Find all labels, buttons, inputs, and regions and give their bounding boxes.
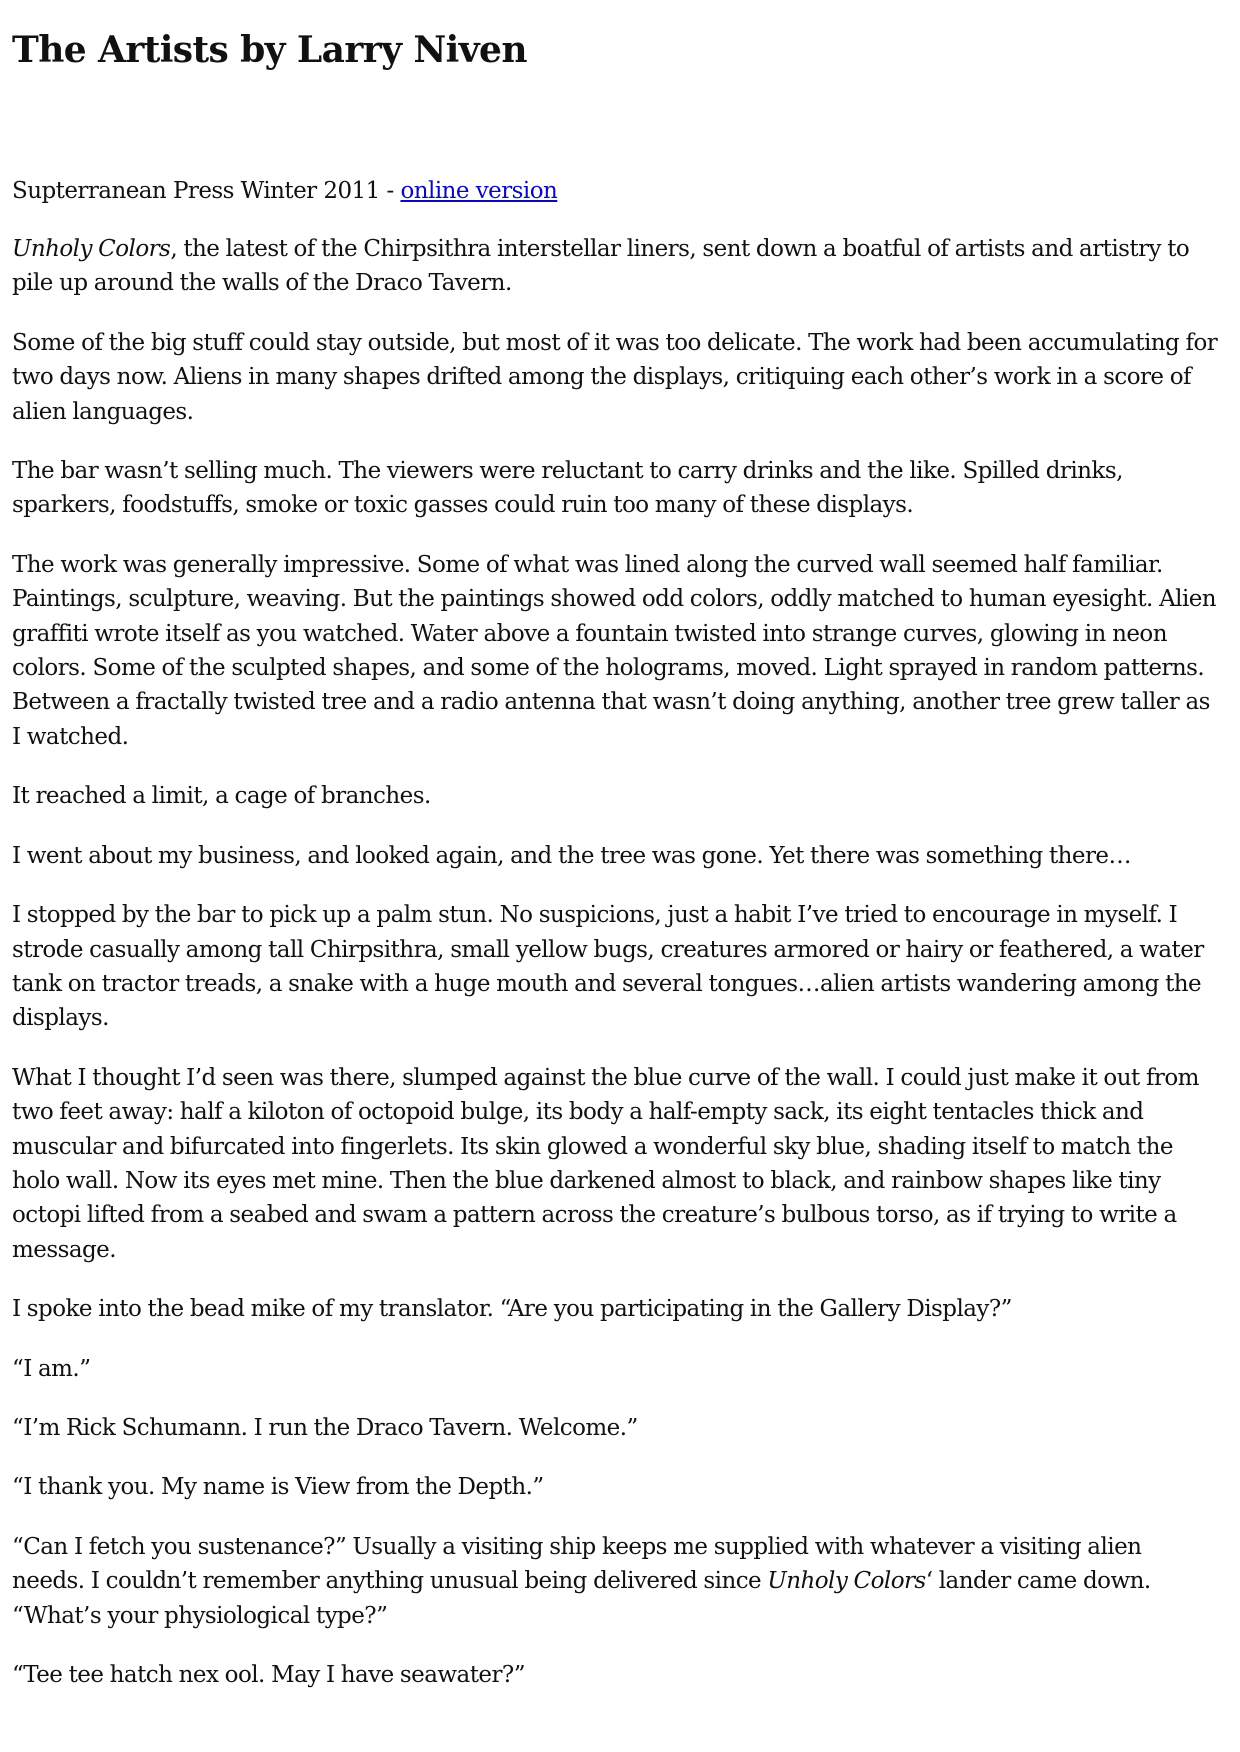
ship-name-italic: Unholy Colors xyxy=(767,1568,926,1595)
paragraph-dialogue: “I’m Rick Schumann. I run the Draco Tavern. Welcome.” xyxy=(12,1414,638,1441)
source-line xyxy=(12,174,1220,208)
paragraph: I went about my business, and looked again, and the tree was gone. Yet there was something there… xyxy=(12,842,1131,869)
source-text: Supterranean Press Winter 2011 - xyxy=(12,178,401,204)
paragraph: The work was generally impressive. Some of what was lined along the curved wall seemed half familiar. Paintings, sculpture, weaving. But the paintings showed odd colors, oddly matched to human eyesight. Alien graffiti wrote itself as you watched. Water above a fountain twisted into strange curves, glowing in neon colors. Some of the sculpted shapes, and some of the holograms, moved. Light sprayed in random patterns. Between a fractally twisted tree and a radio antenna that wasn’t doing anything, another tree grew taller as I watched. xyxy=(12,551,1217,750)
page-title: The Artists by Larry Niven xyxy=(12,29,527,71)
paragraph-dialogue: “Tee tee hatch nex ool. May I have seawater?” xyxy=(12,1662,525,1688)
paragraph: Some of the big stuff could stay outside, but most of it was too delicate. The work had been accumulating for two days now. Aliens in many shapes drifted among the displays, critiquing each other’s work in a score of alien languages. xyxy=(12,329,1218,425)
paragraph-dialogue: “I thank you. My name is View from the Depth.” xyxy=(12,1474,544,1501)
paragraph: The bar wasn’t selling much. The viewers were reluctant to carry drinks and the like. Spilled drinks, sparkers, foodstuffs, smoke or toxic gasses could ruin too many of these displays. xyxy=(12,458,1123,519)
paragraph-dialogue: I spoke into the bead mike of my translator. “Are you participating in the Gallery Display?” xyxy=(12,1296,1012,1323)
story-body xyxy=(12,232,1220,1692)
paragraph: “Can I fetch you sustenance?” Usually a visiting ship keeps me supplied with whatever a visiting alien needs. I couldn’t remember anything unusual being delivered since Unholy Colors‘ lander came down. “What’s your physiological type?” xyxy=(12,1533,1151,1629)
paragraph: I stopped by the bar to pick up a palm stun. No suspicions, just a habit I’ve tried to encourage in myself. I strode casually among tall Chirpsithra, small yellow bugs, creatures armored or hairy or feathered, a water tank on tractor treads, a snake with a huge mouth and several tongues…alien artists wandering among the displays. xyxy=(12,902,1204,1032)
paragraph: Unholy Colors, the latest of the Chirpsithra interstellar liners, sent down a boatful of artists and artistry to pile up around the walls of the Draco Tavern. xyxy=(12,236,1190,297)
paragraph: It reached a limit, a cage of branches. xyxy=(12,783,431,810)
paragraph: What I thought I’d seen was there, slumped against the blue curve of the wall. I could just make it out from two feet away: half a kiloton of octopoid bulge, its body a half-empty sack, its eight tentacles thick and muscular and bifurcated into fingerlets. Its skin glowed a wonderful sky blue, shading itself to match the holo wall. Now its eyes met mine. Then the blue darkened almost to black, and rainbow shapes like tiny octopi lifted from a seabed and swam a pattern across the creature’s bulbous torso, as if trying to write a message. xyxy=(12,1064,1199,1263)
paragraph-dialogue: “I am.” xyxy=(12,1355,91,1382)
ship-name-italic: Unholy Colors xyxy=(12,236,171,262)
online-version-link[interactable]: online version xyxy=(400,178,558,204)
